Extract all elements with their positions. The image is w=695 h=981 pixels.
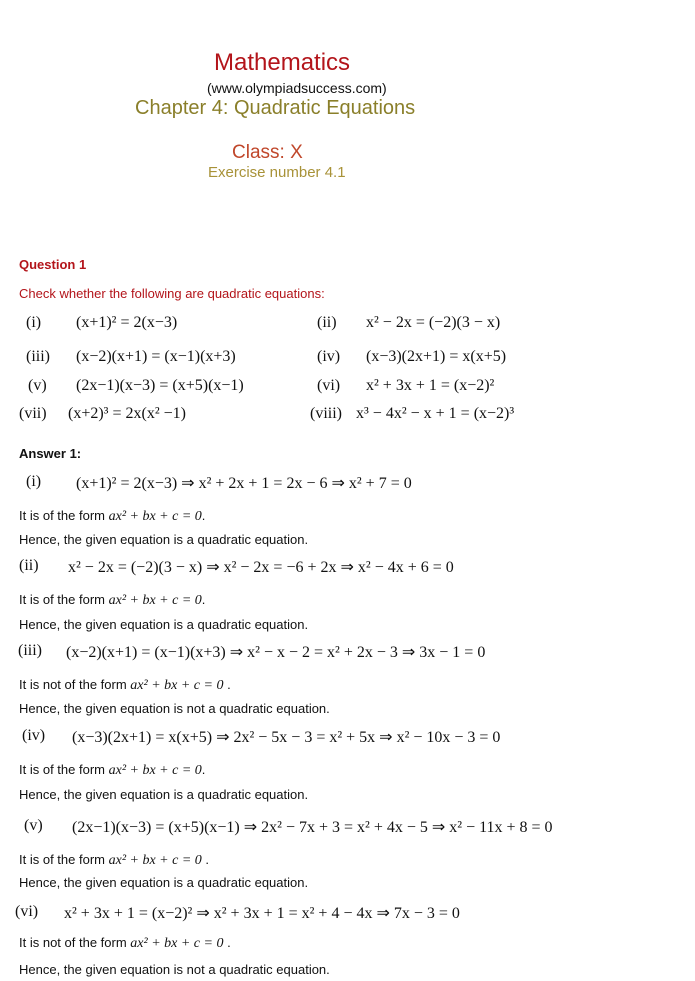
question-item-label: (iii) (26, 348, 50, 365)
question-item-equation: (2x−1)(x−3) = (x+5)(x−1) (76, 377, 244, 394)
standard-form: ax² + bx + c = 0 (108, 763, 202, 778)
question-item-equation: x² + 3x + 1 = (x−2)² (366, 377, 495, 394)
standard-form: ax² + bx + c = 0 (130, 678, 224, 693)
form-statement (19, 762, 205, 779)
answer-working: (x−3)(2x+1) = x(x+5) ⇒ 2x² − 5x − 3 = x² + 5x ⇒ x² − 10x − 3 = 0 (72, 729, 501, 746)
answer-conclusion: Hence, the given equation is not a quadratic equation. (19, 701, 330, 716)
form-statement (19, 677, 231, 694)
question-item-label: (ii) (317, 314, 337, 331)
form-statement-text: It is not of the form (19, 935, 127, 950)
answer-conclusion: Hence, the given equation is a quadratic equation. (19, 617, 309, 632)
question-item-equation: (x+2)³ = 2x(x² −1) (68, 405, 186, 422)
form-statement-end: . (223, 677, 231, 692)
form-statement-end: . (223, 935, 231, 950)
standard-form: ax² + bx + c = 0 (130, 936, 224, 951)
form-statement-text: It is of the form (19, 852, 105, 867)
answer-conclusion: Hence, the given equation is a quadratic equation. (19, 787, 309, 802)
question-item-label: (v) (28, 377, 47, 394)
answer-working: (2x−1)(x−3) = (x+5)(x−1) ⇒ 2x² − 7x + 3 = x² + 4x − 5 ⇒ x² − 11x + 8 = 0 (72, 819, 553, 836)
form-statement-end: . (201, 508, 206, 523)
question-item-equation: (x+1)² = 2(x−3) (76, 314, 178, 331)
form-statement (19, 852, 209, 869)
question-item-equation: x² − 2x = (−2)(3 − x) (366, 314, 501, 331)
chapter-title: Chapter 4: Quadratic Equations (135, 97, 416, 119)
answer-working: (x+1)² = 2(x−3) ⇒ x² + 2x + 1 = 2x − 6 ⇒ x² + 7 = 0 (76, 475, 412, 492)
form-statement-end: . (201, 592, 206, 607)
answer-heading: Answer 1: (19, 446, 82, 461)
form-statement-text: It is of the form (19, 592, 105, 607)
standard-form: ax² + bx + c = 0 (108, 593, 202, 608)
answer-part-label: (iv) (22, 727, 46, 744)
question-item-equation: x³ − 4x² − x + 1 = (x−2)³ (356, 405, 515, 422)
answer-conclusion: Hence, the given equation is a quadratic equation. (19, 875, 309, 890)
answer-conclusion: Hence, the given equation is not a quadratic equation. (19, 962, 330, 977)
answer-part-label: (iii) (18, 642, 42, 659)
question-item-label: (vii) (19, 405, 47, 422)
answer-working: x² + 3x + 1 = (x−2)² ⇒ x² + 3x + 1 = x² + 4 − 4x ⇒ 7x − 3 = 0 (64, 905, 460, 922)
answer-part-label: (v) (24, 817, 43, 834)
answer-part-label: (i) (26, 473, 42, 490)
exercise-label: Exercise number 4.1 (208, 164, 346, 181)
answer-working: x² − 2x = (−2)(3 − x) ⇒ x² − 2x = −6 + 2x ⇒ x² − 4x + 6 = 0 (68, 559, 454, 576)
answer-part-label: (ii) (19, 557, 39, 574)
form-statement-text: It is of the form (19, 508, 105, 523)
question-item-equation: (x−3)(2x+1) = x(x+5) (366, 348, 507, 365)
class-label: Class: X (232, 142, 303, 163)
answer-working: (x−2)(x+1) = (x−1)(x+3) ⇒ x² − x − 2 = x² + 2x − 3 ⇒ 3x − 1 = 0 (66, 644, 486, 661)
question-prompt: Check whether the following are quadratic equations: (19, 286, 325, 301)
question-item-label: (iv) (317, 348, 341, 365)
form-statement (19, 935, 231, 952)
form-statement-text: It is of the form (19, 762, 105, 777)
question-heading: Question 1 (19, 257, 87, 272)
website-url: (www.olympiadsuccess.com) (207, 80, 387, 96)
answer-conclusion: Hence, the given equation is a quadratic equation. (19, 532, 309, 547)
answer-part-label: (vi) (15, 903, 39, 920)
form-statement (19, 592, 205, 609)
question-item-label: (i) (26, 314, 42, 331)
form-statement-end: . (201, 852, 210, 867)
form-statement-text: It is not of the form (19, 677, 127, 692)
standard-form: ax² + bx + c = 0 (108, 509, 202, 524)
question-item-label: (viii) (310, 405, 342, 422)
form-statement-end: . (201, 762, 206, 777)
question-item-label: (vi) (317, 377, 341, 394)
form-statement (19, 508, 205, 525)
question-item-equation: (x−2)(x+1) = (x−1)(x+3) (76, 348, 236, 365)
standard-form: ax² + bx + c = 0 (108, 853, 202, 868)
page-title: Mathematics (214, 49, 351, 76)
